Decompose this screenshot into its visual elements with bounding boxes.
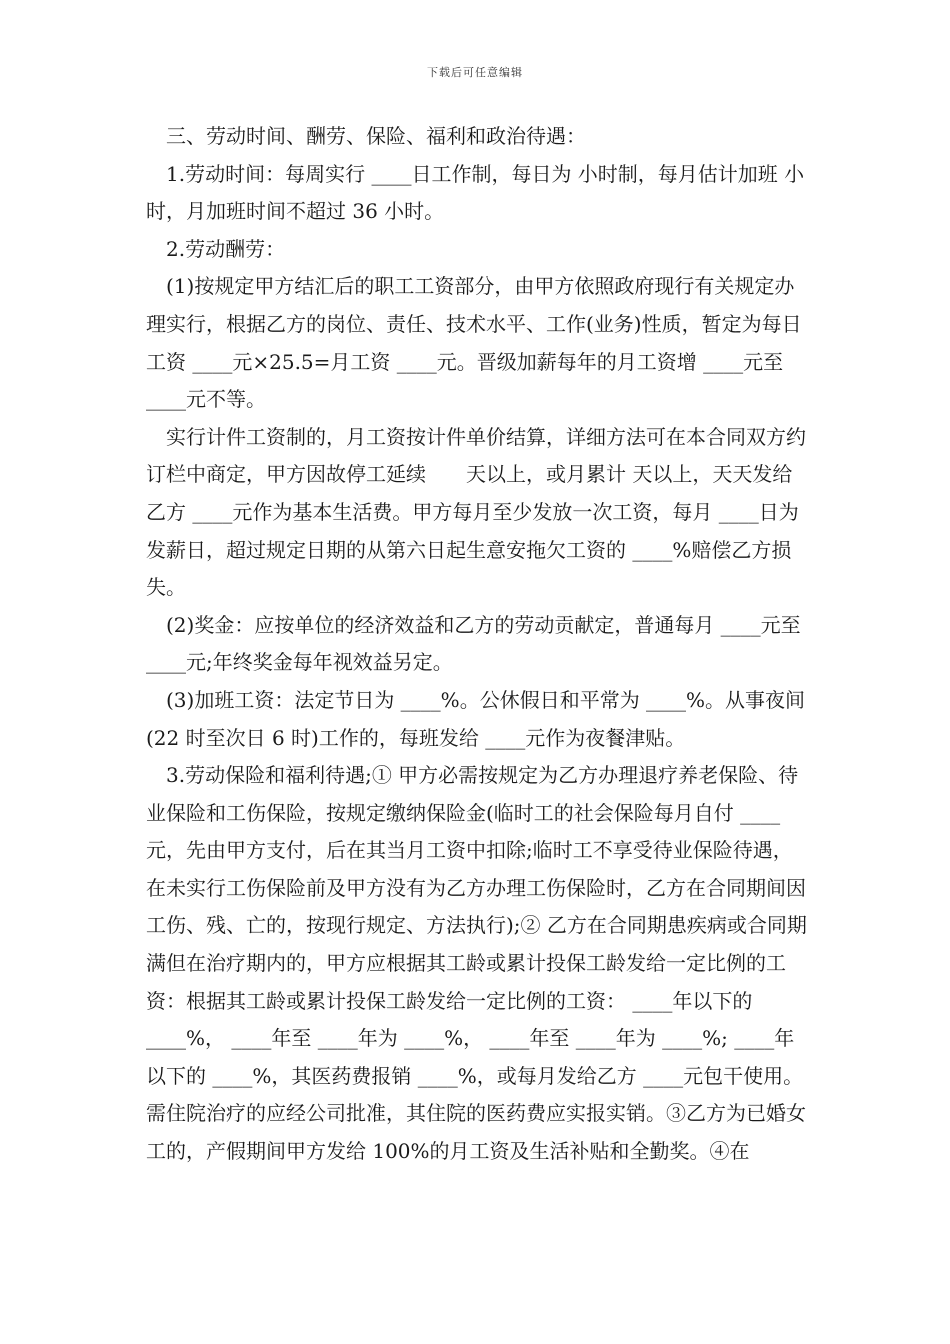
paragraph-overtime-pay: (3)加班工资：法定节日为 ____%。公休假日和平常为 ____%。从事夜间(22 时至次日 6 时)工作的，每班发给 ____元作为夜餐津贴。	[146, 687, 806, 750]
section-heading: 三、劳动时间、酬劳、保险、福利和政治待遇：	[166, 124, 586, 148]
paragraph-insurance-welfare: 3.劳动保险和福利待遇;① 甲方必需按规定为乙方办理退疗养老保险、待业保险和工伤保险，按规定缴纳保险金(临时工的社会保险每月自付 ____元，先由甲方支付，后在其当月工资中扣除;临时工不享受待业保险待遇，在未实行工伤保险前及甲方没有为乙方办理工伤保险时，乙方在合同期间因工伤、残、亡的，按现行规定、方法执行);② 乙方在合同期患疾病或合同期满但在治疗期内的，甲方应根据其工龄或累计投保工龄发给一定比例的工资：根据其工龄或累计投保工龄发给一定比例的工资： ____年以下的 ____%， ____年至 ____年为 ____%， ____年至 ____年为 ____%; ____年以下的 ____%，其医药费报销 ____%，或每月发给乙方 ____元包干使用。需住院治疗的应经公司批准，其住院的医药费应实报实销。③乙方为已婚女工的，产假期间甲方发给 100%的月工资及生活补贴和全勤奖。④在	[146, 763, 807, 1164]
paragraph-piece-rate: 实行计件工资制的，月工资按计件单价结算，详细方法可在本合同双方约订栏中商定，甲方因故停工延续 天以上，或月累计 天以上，天天发给乙方 ____元作为基本生活费。甲方每月至少发放一次工资，每月 ____日为发薪日，超过规定日期的从第六日起生意安拖欠工资的 ____%赔偿乙方损失。	[146, 424, 806, 600]
document-body	[146, 118, 808, 1171]
paragraph-work-hours: 1.劳动时间：每周实行 ____日工作制，每日为 小时制，每月估计加班 小时，月加班时间不超过 36 小时。	[146, 161, 805, 224]
paragraph-bonus: (2)奖金：应按单位的经济效益和乙方的劳动贡献定，普通每月 ____元至 ____元;年终奖金每年视效益另定。	[146, 612, 801, 675]
paragraph-salary: (1)按规定甲方结汇后的职工工资部分，由甲方依照政府现行有关规定办理实行，根据乙方的岗位、责任、技术水平、工作(业务)性质，暂定为每日工资 ____元×25.5=月工资 ____元。晋级加薪每年的月工资增 ____元至 ____元不等。	[146, 274, 802, 412]
paragraph-remuneration-heading: 2.劳动酬劳：	[166, 236, 286, 261]
page-header: 下载后可任意编辑	[427, 66, 523, 79]
